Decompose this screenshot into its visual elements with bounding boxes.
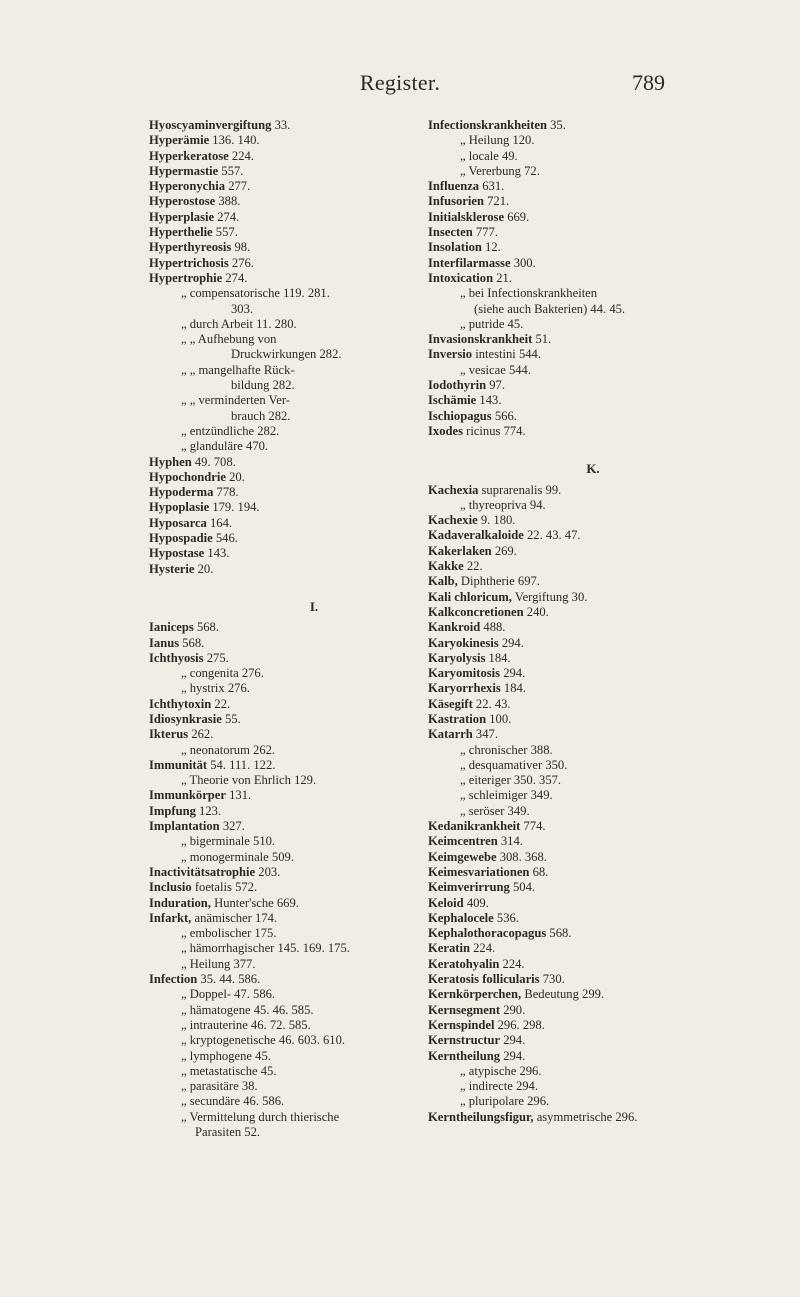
index-entry-text: Parasiten 52. xyxy=(195,1125,261,1139)
index-headword: Katarrh xyxy=(428,727,473,742)
page-title: Register. xyxy=(359,70,441,95)
index-entry-text: 97. xyxy=(486,378,505,393)
index-headword: Hypertrophie xyxy=(149,270,223,285)
index-headword: Kernkörperchen, xyxy=(428,987,522,1002)
index-headword: Kastration xyxy=(428,711,487,726)
index-entry-text: 131. xyxy=(225,788,252,803)
index-entry-text: „ pluripolare 296. xyxy=(460,1094,550,1109)
index-entry-text: 143. xyxy=(204,546,230,561)
index-entry-text: „ metastatische 45. xyxy=(181,1063,277,1078)
index-headword: Kakke xyxy=(428,559,464,574)
index-entry-text: 12. xyxy=(481,240,501,255)
index-entry xyxy=(428,528,758,543)
index-headword: Karyokinesis xyxy=(428,635,499,650)
index-entry-text: „ atypische 296. xyxy=(460,1063,542,1078)
index-entry xyxy=(428,896,758,911)
index-headword: Ixodes xyxy=(428,423,463,438)
index-entry-text: 557. xyxy=(218,163,244,178)
index-entry-text: 20. xyxy=(225,469,245,484)
index-headword: Karyolysis xyxy=(428,650,486,665)
index-entry xyxy=(428,941,758,956)
index-entry-text: 488. xyxy=(480,620,506,635)
section-gap xyxy=(428,439,758,461)
index-entry xyxy=(428,712,758,727)
index-headword: Kali chloricum, xyxy=(428,589,512,604)
index-headword: Ianiceps xyxy=(149,620,194,635)
index-entry-text: 20. xyxy=(194,561,214,576)
index-entry xyxy=(428,544,758,559)
index-headword: Keimgewebe xyxy=(428,849,497,864)
index-subentry xyxy=(428,1094,758,1109)
index-entry-text: „ hämatogene 45. 46. 585. xyxy=(181,1002,314,1017)
index-entry xyxy=(428,424,758,439)
index-headword: Kakerlaken xyxy=(428,543,492,558)
index-subentry xyxy=(149,1125,479,1140)
index-entry-text: „ vesicae 544. xyxy=(460,362,531,377)
index-headword: Hyperplasie xyxy=(149,209,215,224)
index-entry-text: „ Doppel- 47. 586. xyxy=(181,987,276,1002)
index-entry-text: „ schleimiger 349. xyxy=(460,788,553,803)
index-entry-text: 777. xyxy=(472,225,498,240)
index-entry-text: 224. xyxy=(499,956,525,971)
index-entry xyxy=(428,681,758,696)
index-entry-text: „ intrauterine 46. 72. 585. xyxy=(181,1017,311,1032)
index-entry-text: 224. xyxy=(228,148,254,163)
index-headword: Hyperonychia xyxy=(149,179,226,194)
page-number: 789 xyxy=(632,70,665,95)
index-entry xyxy=(428,972,758,987)
index-entry-text: brauch 282. xyxy=(231,408,291,423)
index-entry-text: 294. xyxy=(498,635,524,650)
index-entry xyxy=(428,880,758,895)
index-entry-text: 143. xyxy=(476,393,502,408)
index-headword: Keratohyalin xyxy=(428,956,500,971)
index-entry-text: 22. 43. xyxy=(472,696,511,711)
index-entry xyxy=(428,574,758,589)
index-entry-text: „ „ verminderten Ver- xyxy=(181,393,290,408)
index-subentry xyxy=(428,317,758,332)
index-entry-text: „ bei Infectionskrankheiten xyxy=(460,286,598,301)
index-entry-text: 294. xyxy=(500,1048,526,1063)
index-entry xyxy=(428,850,758,865)
index-entry xyxy=(428,727,758,742)
index-headword: Karyorrhexis xyxy=(428,681,501,696)
section-letter: I. xyxy=(309,598,319,614)
index-entry-text: 774. xyxy=(520,819,546,834)
index-entry-text: „ „ mangelhafte Rück- xyxy=(181,362,295,377)
index-entry xyxy=(428,513,758,528)
index-entry-text: (siehe auch Bakterien) 44. 45. xyxy=(474,301,626,316)
index-headword: Ischiopagus xyxy=(428,408,492,423)
index-entry-text: 308. 368. xyxy=(496,849,547,864)
index-entry-text: 347. xyxy=(472,727,498,742)
index-headword: Kephalothoracopagus xyxy=(428,926,547,941)
index-headword: Hypochondrie xyxy=(149,469,226,484)
index-entry-text: 22. 43. 47. xyxy=(523,528,581,543)
index-entry-text: 275. xyxy=(203,650,229,665)
index-subentry xyxy=(428,498,758,513)
index-headword: Interfilarmasse xyxy=(428,255,511,270)
index-entry xyxy=(428,1033,758,1048)
index-entry xyxy=(428,240,758,255)
index-entry-text: 568. xyxy=(546,926,572,941)
index-entry-text: 35. xyxy=(546,118,566,132)
index-entry-text: suprarenalis 99. xyxy=(478,482,562,497)
index-entry-text: Druckwirkungen 282. xyxy=(231,347,342,362)
index-headword: Inversio xyxy=(428,347,473,362)
index-entry-text: 179. 194. xyxy=(209,500,260,515)
index-headword: Idiosynkrasie xyxy=(149,711,222,726)
index-entry-text: „ locale 49. xyxy=(460,148,518,163)
index-headword: Kephalocele xyxy=(428,910,494,925)
index-entry-text: 68. xyxy=(529,864,549,879)
index-entry-text: „ parasitäre 38. xyxy=(181,1079,258,1094)
index-headword: Karyomitosis xyxy=(428,666,501,681)
index-headword: Keratosis follicularis xyxy=(428,972,540,987)
index-entry-text: „ entzündliche 282. xyxy=(181,423,280,438)
index-entry xyxy=(428,911,758,926)
index-entry-text: 184. xyxy=(485,650,511,665)
index-entry-text: „ lymphogene 45. xyxy=(181,1048,271,1063)
index-headword: Kadaveralkaloide xyxy=(428,528,524,543)
index-headword: Keratin xyxy=(428,941,470,956)
index-entry xyxy=(428,332,758,347)
index-entry-text: „ hämorrhagischer 145. 169. 175. xyxy=(181,941,350,956)
index-entry-text: „ durch Arbeit 11. 280. xyxy=(181,316,297,331)
index-subentry xyxy=(428,302,758,317)
index-entry xyxy=(428,819,758,834)
index-entry-text: „ compensatorische 119. 281. xyxy=(181,286,330,301)
index-entry-text: 274. xyxy=(222,270,248,285)
index-entry-text: „ Vererbung 72. xyxy=(460,163,540,178)
index-subentry xyxy=(428,363,758,378)
index-entry xyxy=(428,271,758,286)
page-header xyxy=(0,70,800,100)
index-entry-text: 631. xyxy=(479,179,505,194)
index-entry-text: 296. 298. xyxy=(494,1017,545,1032)
index-entry xyxy=(428,347,758,362)
index-entry-text: 568. xyxy=(179,635,205,650)
index-entry xyxy=(428,378,758,393)
index-headword: Initialsklerose xyxy=(428,209,505,224)
index-headword: Kachexia xyxy=(428,482,479,497)
index-headword: Keimverirrung xyxy=(428,880,510,895)
index-entry-text: „ monogerminale 509. xyxy=(181,849,294,864)
index-headword: Hyperämie xyxy=(149,133,210,148)
index-entry-text: 262. xyxy=(188,727,214,742)
index-entry-text: foetalis 572. xyxy=(191,880,258,895)
index-entry xyxy=(428,179,758,194)
index-headword: Kalb, xyxy=(428,574,458,589)
index-headword: Ichthyosis xyxy=(149,650,204,665)
index-entry-text: 504. xyxy=(509,880,536,895)
index-entry-text: 721. xyxy=(483,194,510,209)
index-headword: Kalkconcretionen xyxy=(428,604,524,619)
index-entry-text: „ eiteriger 350. 357. xyxy=(460,773,562,788)
index-headword: Hyperkeratose xyxy=(149,148,229,163)
index-entry xyxy=(428,651,758,666)
index-entry-text: 21. xyxy=(493,270,512,285)
index-entry-text: Vergiftung 30. xyxy=(511,589,588,604)
index-headword: Hyperthyreosis xyxy=(149,240,232,255)
index-entry-text: 778. xyxy=(213,485,239,500)
index-headword: Kachexie xyxy=(428,513,478,528)
index-headword: Infusorien xyxy=(428,194,484,209)
index-entry-text: 9. 180. xyxy=(477,513,516,528)
index-entry-text: „ indirecte 294. xyxy=(460,1079,538,1094)
index-subentry xyxy=(428,773,758,788)
index-headword: Insolation xyxy=(428,240,482,255)
index-column-right xyxy=(428,118,758,1125)
index-entry-text: 240. xyxy=(523,604,549,619)
index-headword: Käsegift xyxy=(428,696,473,711)
index-entry-text: ricinus 774. xyxy=(463,423,526,438)
index-headword: Hypostase xyxy=(149,546,205,561)
index-headword: Influenza xyxy=(428,179,480,194)
index-entry xyxy=(428,697,758,712)
index-headword: Kernspindel xyxy=(428,1017,495,1032)
index-subentry xyxy=(428,758,758,773)
index-entry-text: 55. xyxy=(221,711,241,726)
index-entry-text: 294. xyxy=(500,666,526,681)
index-headword: Kerntheilungsfigur, xyxy=(428,1109,534,1124)
index-entry-text: 33. xyxy=(271,118,291,132)
index-headword: Keloid xyxy=(428,895,464,910)
index-entry-text: asymmetrische 296. xyxy=(533,1109,638,1124)
index-entry xyxy=(428,926,758,941)
index-entry-text: anämischer 174. xyxy=(191,910,278,925)
index-headword: Hypospadie xyxy=(149,531,213,546)
index-entry-text: 546. xyxy=(212,531,238,546)
index-entry xyxy=(428,194,758,209)
index-subentry xyxy=(428,788,758,803)
index-entry-text: „ seröser 349. xyxy=(460,803,530,818)
index-headword: Hypoplasie xyxy=(149,500,210,515)
index-entry-text: 303. xyxy=(231,301,254,316)
index-headword: Induration, xyxy=(149,895,211,910)
index-entry-text: „ Heilung 377. xyxy=(181,956,256,971)
index-entry-text: „ hystrix 276. xyxy=(181,681,250,696)
index-entry-text: Hunter'sche 669. xyxy=(210,895,299,910)
index-headword: Ikterus xyxy=(149,727,189,742)
index-entry xyxy=(428,225,758,240)
index-headword: Hypoderma xyxy=(149,485,214,500)
index-headword: Hyoscyaminvergiftung xyxy=(149,118,272,132)
index-subentry xyxy=(428,149,758,164)
index-entry-text: 388. xyxy=(215,194,241,209)
index-entry xyxy=(428,409,758,424)
index-entry-text: 276. xyxy=(228,255,254,270)
index-entry xyxy=(428,559,758,574)
index-entry-text: „ Heilung 120. xyxy=(460,133,535,148)
index-entry-text: 22. xyxy=(211,696,231,711)
index-entry xyxy=(428,118,758,133)
index-entry-text: 566. xyxy=(491,408,517,423)
index-entry-text: bildung 282. xyxy=(231,378,295,393)
index-headword: Kedanikrankheit xyxy=(428,819,521,834)
index-headword: Kernsegment xyxy=(428,1002,501,1017)
index-headword: Invasionskrankheit xyxy=(428,332,533,347)
index-entry-text: 184. xyxy=(500,681,526,696)
index-entry-text: 98. xyxy=(231,240,251,255)
index-entry-text: „ Vermittelung durch thierische xyxy=(181,1109,340,1124)
index-headword: Hyperostose xyxy=(149,194,216,209)
index-entry-text: 224. xyxy=(469,941,496,956)
index-entry-text: Bedeutung 299. xyxy=(521,987,605,1002)
index-entry-text: 22. xyxy=(463,559,483,574)
index-headword: Kerntheilung xyxy=(428,1048,501,1063)
index-entry-text: 300. xyxy=(510,255,536,270)
index-headword: Ischämie xyxy=(428,393,477,408)
index-entry-text: „ neonatorum 262. xyxy=(181,742,276,757)
index-entry-text: 568. xyxy=(193,620,219,635)
index-entry-text: 274. xyxy=(214,209,240,224)
index-entry xyxy=(428,1049,758,1064)
index-entry-text: 314. xyxy=(497,834,523,849)
index-entry-text: „ Theorie von Ehrlich 129. xyxy=(181,773,317,788)
index-entry-text: 669. xyxy=(504,209,530,224)
index-entry-text: 294. xyxy=(500,1033,526,1048)
index-headword: Insecten xyxy=(428,225,473,240)
index-subentry xyxy=(428,1064,758,1079)
index-entry-text: 730. xyxy=(539,972,565,987)
index-entry-text: „ kryptogenetische 46. 603. 610. xyxy=(181,1033,346,1048)
index-subentry xyxy=(428,286,758,301)
index-entry xyxy=(428,987,758,1002)
index-entry-text: 123. xyxy=(195,803,222,818)
index-entry xyxy=(428,1110,758,1125)
index-headword: Hyphen xyxy=(149,454,192,469)
index-entry-text: 327. xyxy=(219,819,245,834)
index-headword: Immunität xyxy=(149,757,208,772)
section-letter: K. xyxy=(586,461,600,477)
index-headword: Intoxication xyxy=(428,270,494,285)
index-headword: Kernstructur xyxy=(428,1033,501,1048)
index-headword: Impfung xyxy=(149,803,196,818)
index-headword: Ichthytoxin xyxy=(149,696,212,711)
index-entry-text: „ chronischer 388. xyxy=(460,742,553,757)
index-subentry xyxy=(428,1079,758,1094)
index-entry-text: 557. xyxy=(212,225,238,240)
index-entry xyxy=(428,834,758,849)
index-headword: Hysterie xyxy=(149,561,195,576)
index-entry-text: 290. xyxy=(500,1002,526,1017)
index-entry-text: „ putride 45. xyxy=(460,316,524,331)
index-entry-text: „ glanduläre 470. xyxy=(181,439,269,454)
index-entry xyxy=(428,590,758,605)
index-entry-text: „ embolischer 175. xyxy=(181,926,277,941)
index-entry-text: 536. xyxy=(493,910,519,925)
index-entry-text: 51. xyxy=(532,332,552,347)
index-entry-text: „ desquamativer 350. xyxy=(460,757,568,772)
index-entry-text: „ bigerminale 510. xyxy=(181,834,276,849)
index-entry-text: intestini 544. xyxy=(472,347,541,362)
index-entry xyxy=(428,957,758,972)
index-headword: Hyperthelie xyxy=(149,225,213,240)
index-entry xyxy=(428,483,758,498)
index-entry xyxy=(428,620,758,635)
index-entry-text: „ secundäre 46. 586. xyxy=(181,1094,285,1109)
index-headword: Keimesvariationen xyxy=(428,864,530,879)
index-headword: Kankroid xyxy=(428,620,481,635)
index-headword: Hypertrichosis xyxy=(149,255,229,270)
index-headword: Immunkörper xyxy=(149,788,226,803)
index-entry xyxy=(428,636,758,651)
index-entry-text: „ congenita 276. xyxy=(181,666,264,681)
index-entry-text: 54. 111. 122. xyxy=(207,757,276,772)
index-entry-text: 49. 708. xyxy=(191,454,236,469)
index-headword: Infection xyxy=(149,972,198,987)
index-entry-text: 269. xyxy=(491,543,517,558)
index-subentry xyxy=(428,133,758,148)
index-entry-text: 136. 140. xyxy=(209,133,260,148)
index-headword: Infarkt, xyxy=(149,910,192,925)
index-entry-text: 277. xyxy=(225,179,251,194)
index-entry-text: 100. xyxy=(486,711,512,726)
index-entry-text: 203. xyxy=(255,864,281,879)
index-entry xyxy=(428,210,758,225)
index-entry xyxy=(428,393,758,408)
index-entry xyxy=(428,1003,758,1018)
index-headword: Iodothyrin xyxy=(428,378,487,393)
index-entry xyxy=(428,605,758,620)
index-headword: Ianus xyxy=(149,635,180,650)
index-entry xyxy=(428,666,758,681)
index-entry-text: „ „ Aufhebung von xyxy=(181,332,277,347)
index-entry-text: 164. xyxy=(206,515,233,530)
index-subentry xyxy=(428,804,758,819)
index-entry xyxy=(428,865,758,880)
index-headword: Infectionskrankheiten xyxy=(428,118,547,132)
index-entry xyxy=(428,1018,758,1033)
index-headword: Implantation xyxy=(149,819,220,834)
index-headword: Inclusio xyxy=(149,880,192,895)
index-headword: Hyposarca xyxy=(149,515,207,530)
index-entry-text: „ thyreopriva 94. xyxy=(460,497,546,512)
index-entry xyxy=(428,256,758,271)
index-headword: Hypermastie xyxy=(149,163,219,178)
index-entry-text: Diphtherie 697. xyxy=(457,574,540,589)
index-entry-text: 409. xyxy=(463,895,489,910)
index-headword: Inactivitätsatrophie xyxy=(149,864,256,879)
index-headword: Keimcentren xyxy=(428,834,498,849)
index-subentry xyxy=(428,743,758,758)
index-entry-text: 35. 44. 586. xyxy=(197,972,261,987)
index-subentry xyxy=(428,164,758,179)
